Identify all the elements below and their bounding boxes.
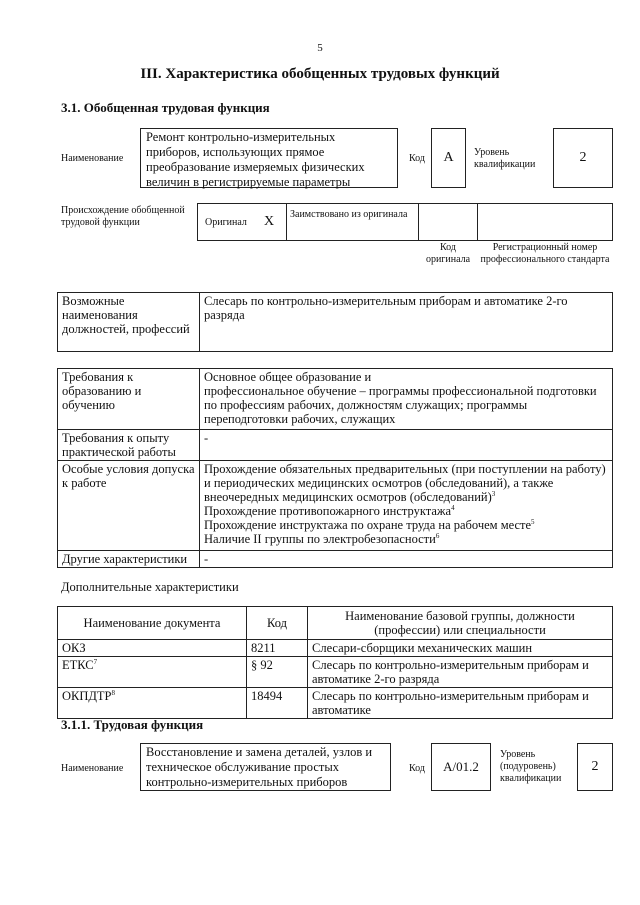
requirements-row (58, 369, 613, 430)
origin-code-cell (418, 203, 478, 241)
row-doc (58, 688, 247, 719)
req-label: Другие характеристики (58, 551, 200, 568)
req-line (204, 462, 608, 504)
row-name: Слесарь по контрольно-измерительным приборам и автоматике (308, 688, 613, 719)
footnote-ref: 7 (93, 657, 98, 666)
additional-title: Дополнительные характеристики (61, 580, 239, 594)
requirements-row (58, 430, 613, 461)
origin-original-label: Оригинал (205, 217, 247, 228)
req-line: - (200, 430, 613, 461)
gtf-level-value: 2 (553, 128, 613, 188)
origin-borrowed-label: Заимствовано из оригинала (286, 203, 419, 241)
page-number: 5 (317, 42, 323, 54)
row-doc (58, 657, 247, 688)
origin-original-cell (197, 203, 287, 241)
origin-label: Происхождение обобщенной трудовой функции (61, 205, 185, 228)
requirements-row (58, 461, 613, 551)
req-line-text: Прохождение инструктажа по охране труда на рабочем месте (204, 518, 532, 532)
req-label: Требования к опыту практической работы (58, 430, 200, 461)
gtf-name-label: Наименование (61, 153, 124, 164)
positions-table (57, 292, 613, 352)
req-line: профессиональное обучение – программы профессиональной подготовки по профессиям рабочих, должностям служащих; программы переподготовки рабочих, служащих (204, 384, 597, 426)
footnote-ref: 6 (435, 531, 440, 540)
subsection-title: 3.1. Обобщенная трудовая функция (61, 100, 270, 115)
row-name: Слесари-сборщики механических машин (308, 640, 613, 657)
footnote-ref: 3 (491, 489, 496, 498)
tf-code-value: А/01.2 (431, 743, 491, 791)
req-line: - (200, 551, 613, 568)
header-code: Код (247, 607, 308, 640)
req-line-text: Прохождение противопожарного инструктажа (204, 504, 452, 518)
gtf-code-value: А (431, 128, 466, 188)
section-title: III. Характеристика обобщенных трудовых функций (140, 66, 500, 82)
tf-name-label: Наименование (61, 763, 124, 774)
req-label: Требования к образованию и обучению (58, 369, 200, 430)
req-line-text: Прохождение обязательных предварительных (при поступлении на работу) и периодических медицинских осмотров (обследований), а также внеочередных медицинских осмотров (обследований) (204, 462, 606, 504)
table-row (58, 640, 613, 657)
requirements-table (57, 368, 613, 568)
req-line: Основное общее образование и (204, 370, 372, 384)
req-label: Особые условия допуска к работе (58, 461, 200, 551)
tf-level-label: Уровень (подуровень) квалификации (500, 749, 562, 784)
row-code: 8211 (247, 640, 308, 657)
origin-original-mark: X (264, 214, 275, 229)
doc-name: ОКПДТР (62, 689, 112, 703)
origin-reg-caption: Регистрационный номер профессионального стандарта (480, 242, 610, 265)
additional-table (57, 606, 613, 719)
origin-code-caption: Код оригинала (425, 242, 471, 265)
req-line (204, 504, 608, 518)
table-row (58, 657, 613, 688)
gtf-name-value: Ремонт контрольно-измерительных приборов, использующих прямое преобразование измеряемых физических величин в регистрируемые параметры (140, 128, 398, 188)
row-doc (58, 640, 247, 657)
positions-value: Слесарь по контрольно-измерительным приборам и автоматике 2-го разряда (200, 293, 613, 352)
footnote-ref: 5 (531, 517, 535, 526)
tf-code-label: Код (409, 763, 425, 774)
tf-title: 3.1.1. Трудовая функция (61, 717, 204, 732)
doc-name: ОКЗ (62, 641, 86, 655)
tf-level-value: 2 (577, 743, 613, 791)
requirements-row (58, 551, 613, 568)
row-name: Слесарь по контрольно-измерительным приборам и автоматике 2-го разряда (308, 657, 613, 688)
footnote-ref: 8 (111, 688, 116, 697)
gtf-level-label: Уровень квалификации (474, 147, 536, 170)
origin-reg-cell (477, 203, 613, 241)
additional-header-row (58, 607, 613, 640)
row-code: 18494 (247, 688, 308, 719)
gtf-code-label: Код (409, 153, 425, 164)
row-code: § 92 (247, 657, 308, 688)
req-value (200, 369, 613, 430)
doc-name: ЕТКС (62, 658, 94, 672)
req-line (204, 532, 608, 546)
tf-name-value: Восстановление и замена деталей, узлов и техническое обслуживание простых контрольно-измерительных приборов (140, 743, 391, 791)
req-line-text: Наличие II группы по электробезопасности (204, 532, 436, 546)
positions-label: Возможные наименования должностей, профессий (58, 293, 200, 352)
header-name: Наименование базовой группы, должности (профессии) или специальности (308, 607, 613, 640)
footnote-ref: 4 (451, 503, 455, 512)
header-document: Наименование документа (58, 607, 247, 640)
req-value (200, 461, 613, 551)
req-line (204, 518, 608, 532)
table-row (58, 688, 613, 719)
